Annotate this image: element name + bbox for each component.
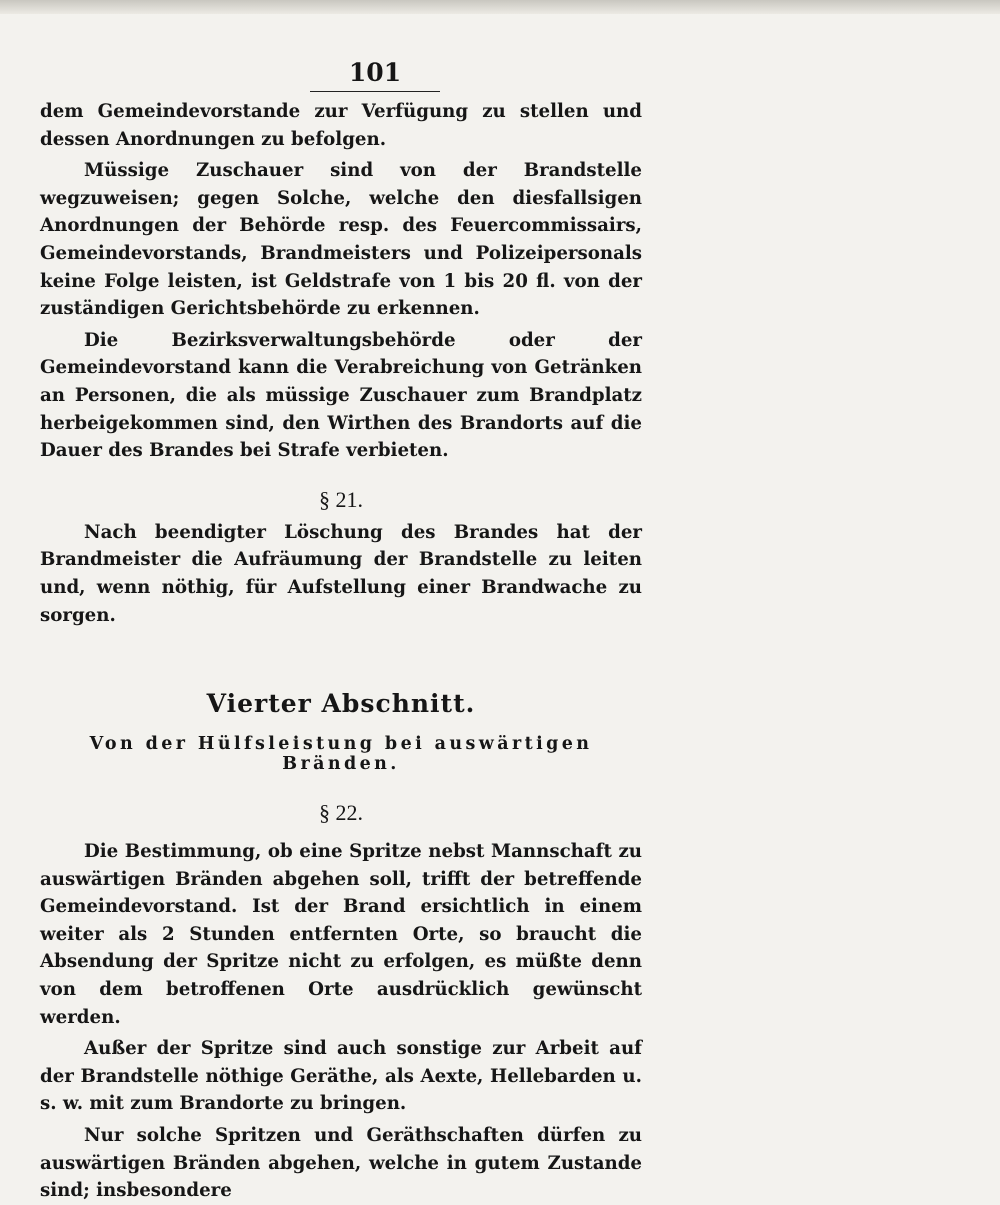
section-22-heading: § 22. — [319, 800, 363, 826]
chapter-heading: Vierter Abschnitt. — [206, 689, 476, 719]
section-22-paragraph-2: Außer der Spritze sind auch sonstige zur Arbeit auf der Brandstelle nöthige Geräthe, als Aexte, Hellebarden u. s. w. mit zum Brandorte zu bringen. — [40, 1038, 642, 1115]
page-top-edge — [0, 0, 1000, 14]
section-22-paragraph-1: Die Bestimmung, ob eine Spritze nebst Mannschaft zu auswärtigen Bränden abgehen soll, trifft der betreffende Gemeindevorstand. Ist der Brand ersichtlich in einem weiter als 2 Stunden entfernten Orte, so braucht die Absendung der Spritze nicht zu erfolgen, es müßte denn von dem betroffenen Orte ausdrücklich gewünscht werden. — [40, 841, 642, 1028]
section-21-heading: § 21. — [319, 486, 363, 512]
chapter-subheading: Von der Hülfsleistung bei auswärtigen Bränden. — [89, 734, 593, 775]
page-number: 101 — [310, 58, 440, 92]
paragraph-continuation: dem Gemeindevorstande zur Verfügung zu stellen und dessen Anordnungen zu befolgen. — [40, 101, 642, 150]
section-21-text: Nach beendigter Löschung des Brandes hat der Brandmeister die Aufräumung der Brandstelle zu leiten und, wenn nöthig, für Aufstellung einer Brandwache zu sorgen. — [40, 521, 642, 626]
document-page — [40, 50, 642, 1205]
section-22-paragraph-3: Nur solche Spritzen und Geräthschaften dürfen zu auswärtigen Bränden abgehen, welche in gutem Zustande sind; insbesondere — [40, 1125, 642, 1202]
paragraph-spectators: Müssige Zuschauer sind von der Brandstelle wegzuweisen; gegen Solche, welche den diesfallsigen Anordnungen der Behörde resp. des Feuercommissairs, Gemeindevorstands, Brandmeisters und Polizeipersonals keine Folge leisten, ist Geldstrafe von 1 bis 20 fl. von der zuständigen Gerichtsbehörde zu erkennen. — [40, 160, 642, 320]
paragraph-beverages: Die Bezirksverwaltungsbehörde oder der Gemeindevorstand kann die Verabreichung von Getränken an Personen, die als müssige Zuschauer zum Brandplatz herbeigekommen sind, den Wirthen des Brandorts auf die Dauer des Brandes bei Strafe verbieten. — [40, 329, 642, 462]
